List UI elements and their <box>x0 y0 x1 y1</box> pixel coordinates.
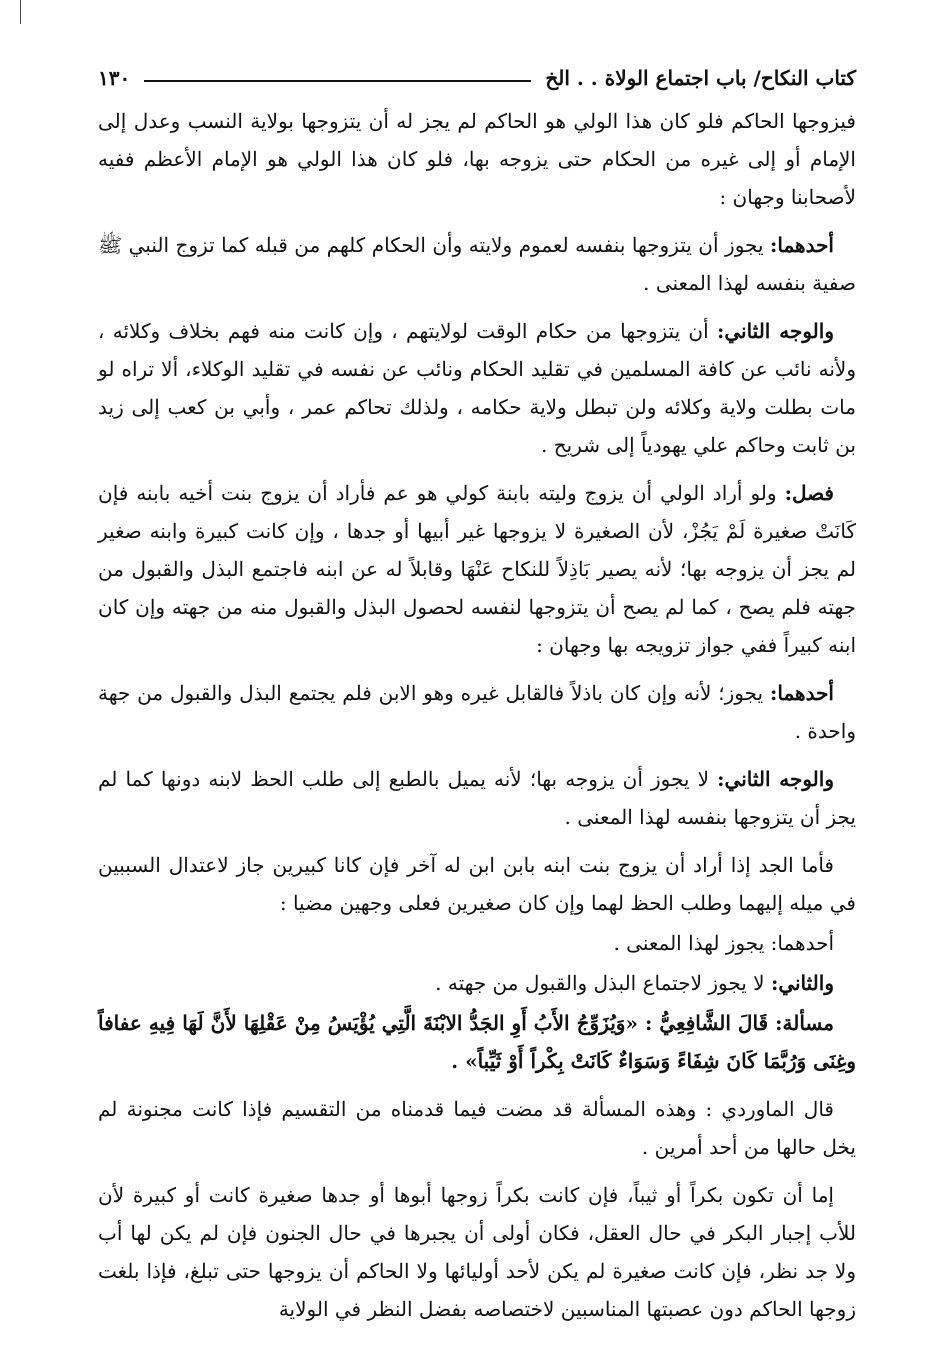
paragraph-lead: والوجه الثاني: <box>717 767 834 791</box>
paragraph-lead: أحدهما: <box>769 681 834 705</box>
paragraph-lead: والوجه الثاني: <box>716 319 834 343</box>
paragraph <box>98 1004 856 1080</box>
paragraph <box>98 312 856 464</box>
binding-edge-line <box>20 0 21 24</box>
paragraph <box>98 226 856 302</box>
running-header <box>98 62 856 94</box>
section-heading-fasl: فصل: <box>784 481 834 505</box>
paragraph-text: أحدهما: يجوز لهذا المعنى . <box>613 931 834 955</box>
body-text <box>98 102 856 1328</box>
paragraph <box>98 102 856 216</box>
header-rule <box>144 80 531 82</box>
paragraph <box>98 924 856 962</box>
chapter-title: كتاب النكاح/ باب اجتماع الولاة . . الخ <box>545 66 856 90</box>
paragraph <box>98 474 856 664</box>
paragraph-text: يجوز أن يتزوجها بنفسه لعموم ولايته وأن الحكام كلهم من قبله كما تزوج النبي ﷺ صفية بنفسه لهذا المعنى . <box>98 233 856 295</box>
paragraph-text: أن يتزوجها من حكام الوقت لولايتهم ، وإن كانت منه فهم بخلاف وكلائه ، ولأنه نائب عن كافة المسلمين في تقليد الحكام ونائب عن نفسه في تقليد الوكلاء، ألا تراه لو مات بطلت ولاية وكلائه ولن تبطل ولاية حكامه ، ولذلك تحاكم عمر ، وأبي بن كعب إلى زيد بن ثابت وحاكم علي يهودياً إلى شريح . <box>98 319 856 457</box>
page-number: ١٣٠ <box>98 66 131 90</box>
paragraph-text: فأما الجد إذا أراد أن يزوج بنت ابنه بابن ابن له آخر فإن كانا كبيرين جاز لاعتدال السببين في ميله إليهما وطلب الحظ لهما وإن كان صغيرين فعلى وجهين مضيا : <box>98 853 856 915</box>
paragraph-text: لا يجوز أن يزوجه بها؛ لأنه يميل بالطبع إلى طلب الحظ لابنه دونها كما لم يجز أن يتزوجها بنفسه لهذا المعنى . <box>98 767 856 829</box>
paragraph <box>98 760 856 836</box>
paragraph-lead: والثاني: <box>770 971 834 995</box>
paragraph <box>98 846 856 922</box>
paragraph-text: ولو أراد الولي أن يزوج وليته بابنة كولي هو عم فأراد أن يزوج بنت أخيه بابنه فإن كَانَتْ صغيرة لَمْ يَجُزْ، لأن الصغيرة لا يزوجها غير أبيها أو جدها ، وإن كانت كبيرة وابنه صغير لم يجز أن يزوجه بها؛ لأنه يصير بَاذِلاً للنكاح عَنْهَا وقابلاً له عن ابنه فاجتمع البذل والقبول من جهته فلم يصح ، كما لم يصح أن يتزوجها لنفسه لحصول البذل والقبول منه من جهته وإن كان ابنه كبيراً ففي جواز تزويجه بها وجهان : <box>98 481 856 657</box>
paragraph-text: إما أن تكون بكراً أو ثيباً، فإن كانت بكراً زوجها أبوها أو جدها صغيرة كانت أو كبيرة لأن للأب إجبار البكر في حال العقل، فكان أولى أن يجبرها في حال الجنون فإن لم يكن لها أب ولا جد نظر، فإن كانت صغيرة لم يكن لأحد أوليائها ولا الحاكم أن يزوجها حتى تبلغ، فإذا بلغت زوجها الحاكم دون عصبتها المناسبين لاختصاصه بفضل النظر في الولاية <box>98 1183 856 1321</box>
paragraph <box>98 674 856 750</box>
shafii-quote: «وَيُزَوِّجُ الأَبُ أَوِ الجَدُّ الابْنَةَ الَّتِي يُؤْيَسُ مِنْ عَقْلِهَا لأَنَّ لَهَا فِيهِ عفافاً وغِنَى وَرُبَّمَا كَانَ شِفَاءً وَسَوَاءٌ كَانَتْ بِكْراً أَوْ ثَيِّباً» . <box>98 1011 856 1073</box>
paragraph-text: يجوز؛ لأنه وإن كان باذلاً فالقابل غيره وهو الابن فلم يجتمع البذل والقبول من جهة واحدة . <box>98 681 856 743</box>
paragraph-text: فيزوجها الحاكم فلو كان هذا الولي هو الحاكم لم يجز له أن يتزوجها بولاية النسب وعدل إلى الإمام أو إلى غيره من الحكام حتى يزوجه بها، فلو كان هذا الولي هو الإمام الأعظم ففيه لأصحابنا وجهان : <box>98 109 856 209</box>
paragraph-text: لا يجوز لاجتماع البذل والقبول من جهته . <box>435 971 771 995</box>
paragraph-text: قال الماوردي : وهذه المسألة قد مضت فيما قدمناه من التقسيم فإذا كانت مجنونة لم يخل حالها من أحد أمرين . <box>98 1097 856 1159</box>
paragraph <box>98 1090 856 1166</box>
paragraph <box>98 1176 856 1328</box>
paragraph-lead: أحدهما: <box>769 233 834 257</box>
masala-heading: مسألة: قَالَ الشَّافِعِيُّ : <box>645 1011 834 1035</box>
paragraph <box>98 964 856 1002</box>
